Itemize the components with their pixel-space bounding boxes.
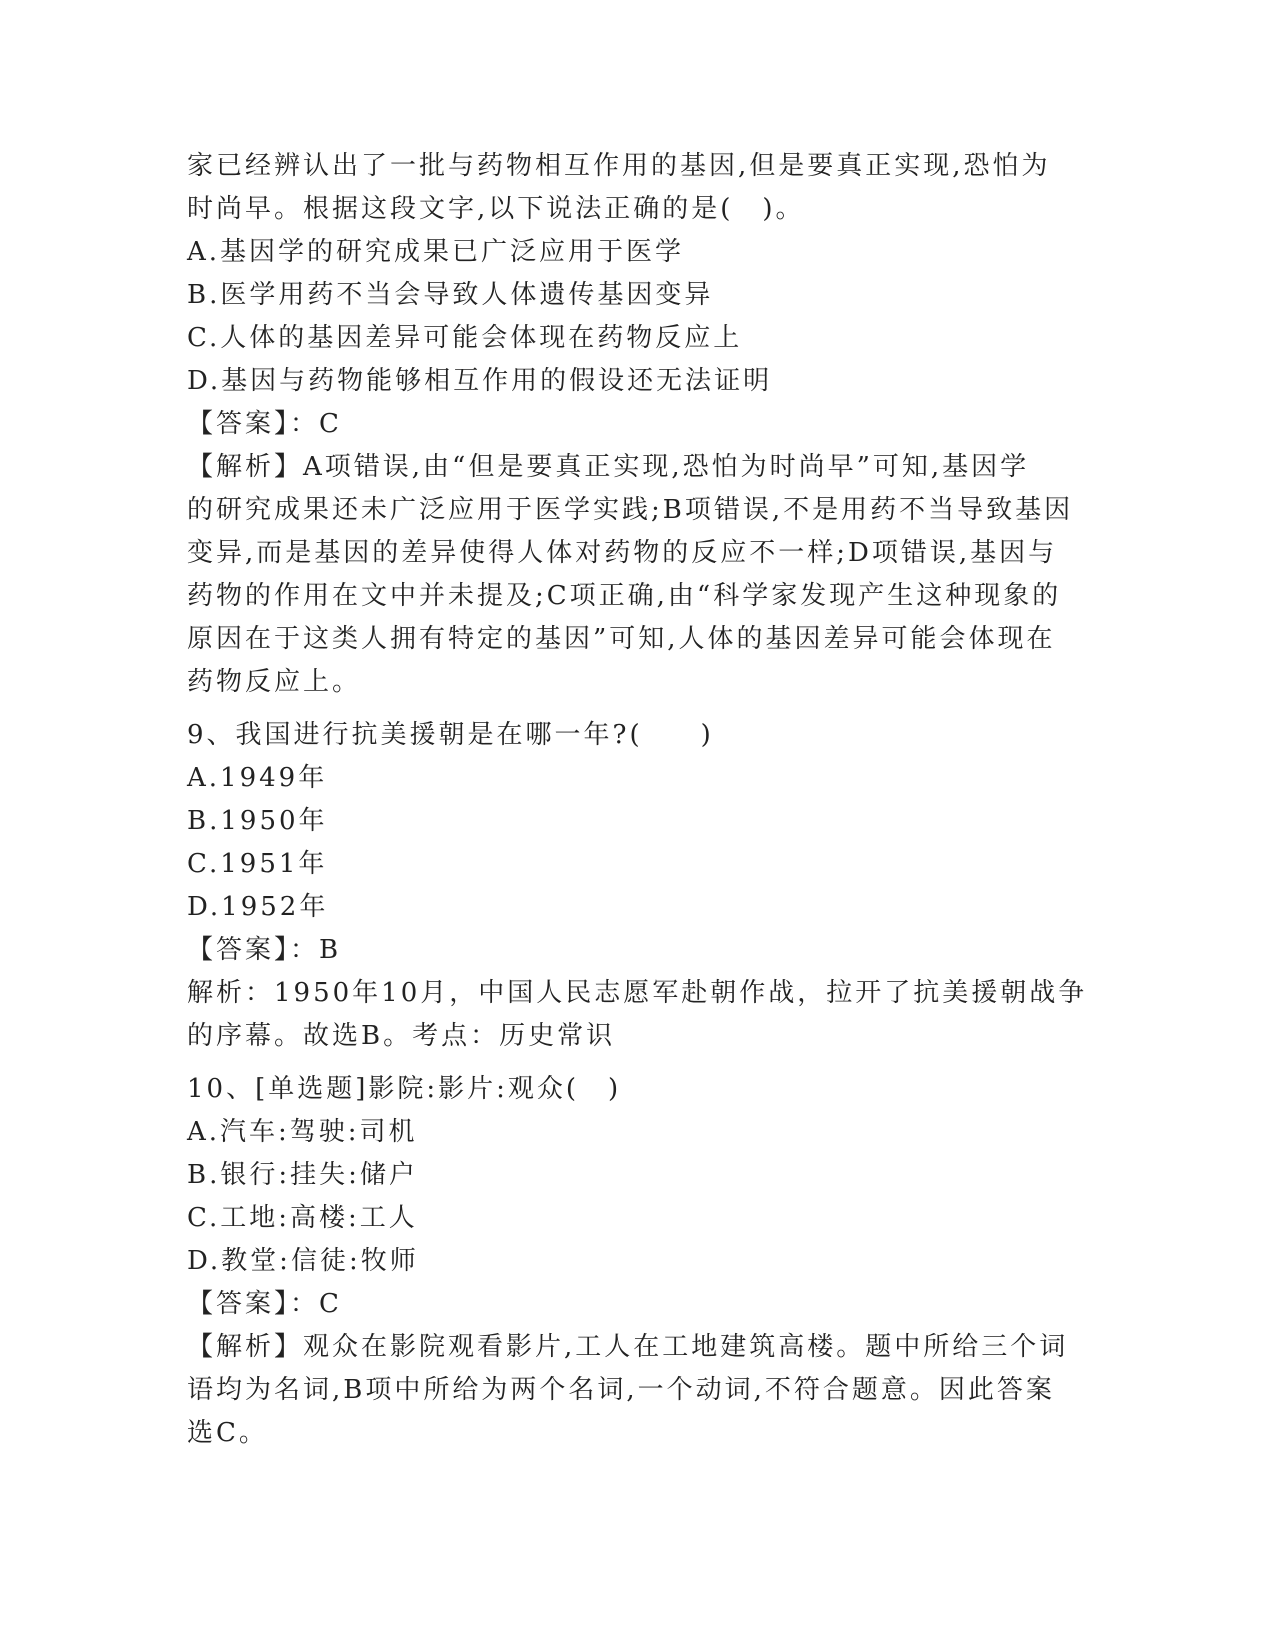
question-8-analysis-line: 【解析】A项错误,由“但是要真正实现,恐怕为时尚早”可知,基因学 — [187, 452, 1030, 482]
question-10-analysis-line: 选C。 — [187, 1418, 268, 1448]
question-9-answer: 【答案】：B — [187, 935, 342, 965]
question-10-option-d: D.教堂:信徒:牧师 — [187, 1246, 419, 1276]
question-10-block — [187, 1068, 1087, 1455]
question-8-stem-line: 家已经辨认出了一批与药物相互作用的基因,但是要真正实现,恐怕为 — [187, 151, 1051, 181]
question-8-analysis-line: 药物反应上。 — [187, 667, 362, 697]
question-9-option-a: A.1949年 — [187, 763, 328, 793]
question-8-option-b: B.医学用药不当会导致人体遗传基因变异 — [187, 280, 714, 310]
question-9-block — [187, 714, 1087, 1058]
spacer — [187, 1058, 1087, 1068]
document-page — [187, 145, 1087, 1455]
question-9-analysis-line: 的序幕。故选B。考点：历史常识 — [187, 1021, 616, 1051]
question-9-option-c: C.1951年 — [187, 849, 328, 879]
question-8-option-c: C.人体的基因差异可能会体现在药物反应上 — [187, 323, 743, 353]
question-8-analysis-line: 变异,而是基因的差异使得人体对药物的反应不一样;D项错误,基因与 — [187, 538, 1058, 568]
question-10-stem: 10、[单选题]影院:影片:观众( ) — [187, 1074, 622, 1104]
question-8-option-a: A.基因学的研究成果已广泛应用于医学 — [187, 237, 685, 267]
question-8-analysis-line: 药物的作用在文中并未提及;C项正确,由“科学家发现产生这种现象的 — [187, 581, 1062, 611]
question-10-analysis-line: 语均为名词,B项中所给为两个名词,一个动词,不符合题意。因此答案 — [187, 1375, 1055, 1405]
question-10-option-a: A.汽车:驾驶:司机 — [187, 1117, 418, 1147]
question-10-analysis-line: 【解析】观众在影院观看影片,工人在工地建筑高楼。题中所给三个词 — [187, 1332, 1069, 1362]
question-8-answer: 【答案】：C — [187, 409, 342, 439]
question-8-stem-line: 时尚早。根据这段文字,以下说法正确的是( )。 — [187, 194, 805, 224]
spacer — [187, 704, 1087, 714]
question-9-stem: 9、我国进行抗美援朝是在哪一年?( ) — [187, 720, 714, 750]
question-8-option-d: D.基因与药物能够相互作用的假设还无法证明 — [187, 366, 773, 396]
question-8-block — [187, 145, 1087, 704]
question-10-option-b: B.银行:挂失:储户 — [187, 1160, 418, 1190]
question-8-analysis-line: 原因在于这类人拥有特定的基因”可知,人体的基因差异可能会体现在 — [187, 624, 1056, 654]
question-8-analysis-line: 的研究成果还未广泛应用于医学实践;B项错误,不是用药不当导致基因 — [187, 495, 1074, 525]
question-9-option-d: D.1952年 — [187, 892, 329, 922]
question-9-option-b: B.1950年 — [187, 806, 328, 836]
question-10-option-c: C.工地:高楼:工人 — [187, 1203, 418, 1233]
question-9-analysis-line: 解析：1950年10月，中国人民志愿军赴朝作战，拉开了抗美援朝战争 — [187, 978, 1088, 1008]
question-10-answer: 【答案】：C — [187, 1289, 342, 1319]
